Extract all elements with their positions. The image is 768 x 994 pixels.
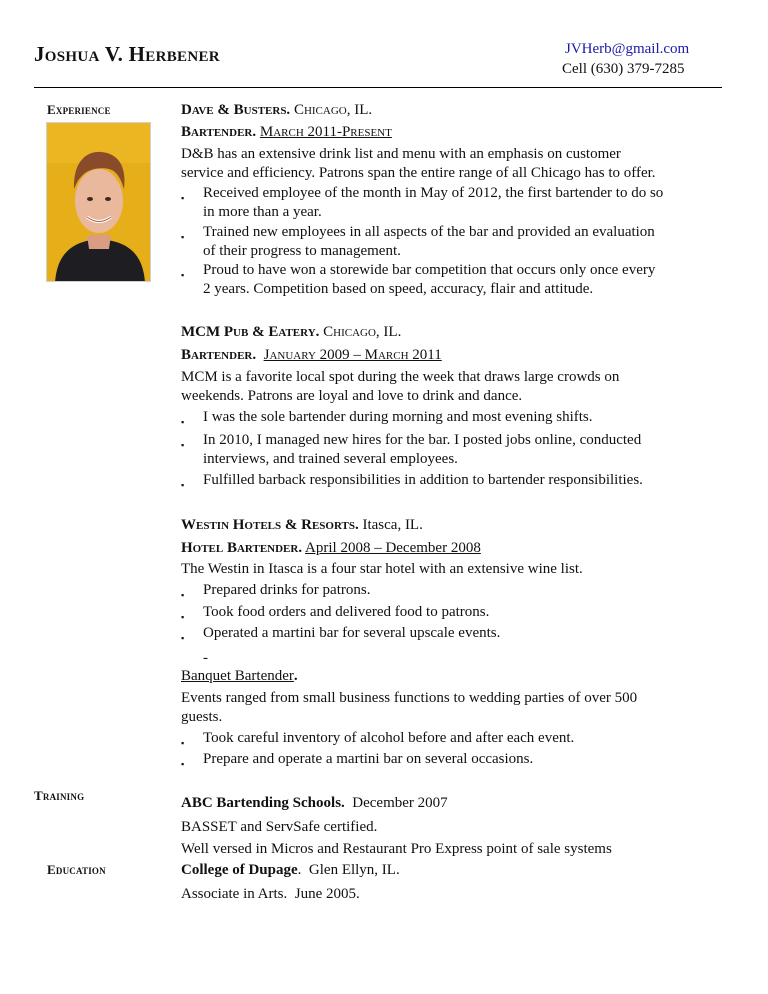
education-degree: Associate in Arts. June 2005. (181, 886, 360, 902)
bullet-text: Received employee of the month in May of 2012, the first bartender to do so (203, 185, 664, 201)
profile-photo (46, 122, 151, 282)
training-line-2: Well versed in Micros and Restaurant Pro Express point of sale systems (181, 841, 612, 857)
bullet-icon: ▪ (181, 270, 185, 280)
bullet-icon: ▪ (181, 738, 185, 748)
bullet-icon: ▪ (181, 480, 185, 490)
job-3-bullet-2 (181, 603, 721, 623)
job-3-employer: Westin Hotels & Resorts. (181, 517, 359, 533)
job-1-employer-line (181, 101, 372, 120)
job-3-sub-role-period: . (293, 668, 298, 684)
education-school: College of Dupage (181, 862, 298, 878)
bullet-text: Took food orders and delivered food to patrons. (203, 604, 490, 620)
education-school-line (181, 861, 400, 880)
bullet-icon: ▪ (181, 612, 185, 622)
training-school: ABC Bartending Schools. (181, 795, 345, 811)
section-label-experience: Experience (47, 102, 111, 117)
job-3-role: Hotel Bartender. (181, 540, 303, 556)
job-1-role: Bartender. (181, 124, 257, 140)
bullet-text: of their progress to management. (203, 243, 401, 259)
job-3-employer-line (181, 516, 423, 535)
bullet-text: I was the sole bartender during morning and most evening shifts. (203, 409, 593, 425)
job-3-dash: - (203, 650, 208, 666)
applicant-name: Joshua V. Herbener (34, 42, 220, 66)
bullet-text: Proud to have won a storewide bar competition that occurs only once every (203, 262, 656, 278)
section-label-training: Training (34, 788, 85, 803)
bullet-text: Prepared drinks for patrons. (203, 582, 371, 598)
job-1-bullet-2 (181, 223, 721, 263)
portrait-illustration (47, 123, 151, 282)
job-1-dates: March 2011-Present (259, 124, 392, 140)
job-3-sub-desc-2: guests. (181, 709, 223, 725)
bullet-text: Trained new employees in all aspects of the bar and provided an evaluation (203, 224, 655, 240)
job-3-sub-role: Banquet Bartender (181, 668, 294, 684)
job-2-bullet-3 (181, 471, 721, 491)
job-3-sub-bullet-2 (181, 750, 721, 770)
job-2-location: Chicago, IL. (319, 324, 402, 340)
job-3-sub-desc-1: Events ranged from small business functions to wedding parties of over 500 (181, 690, 638, 706)
job-1-employer: Dave & Busters. (181, 102, 291, 118)
job-2-employer: MCM Pub & Eatery. (181, 324, 320, 340)
phone-number: Cell (630) 379-7285 (562, 61, 685, 77)
bullet-text: In 2010, I managed new hires for the bar. I posted jobs online, conducted (203, 432, 642, 448)
bullet-text: in more than a year. (203, 204, 322, 220)
job-1-role-line (181, 123, 392, 142)
job-2-bullet-1 (181, 408, 721, 428)
bullet-text: Took careful inventory of alcohol before and after each event. (203, 730, 575, 746)
job-3-sub-role-line (181, 667, 298, 686)
education-location: . Glen Ellyn, IL. (297, 862, 400, 878)
job-1-bullet-1 (181, 184, 721, 224)
job-3-desc-1: The Westin in Itasca is a four star hotel with an extensive wine list. (181, 561, 583, 577)
email-address[interactable]: JVHerb@gmail.com (565, 41, 690, 57)
bullet-icon: ▪ (181, 590, 185, 600)
bullet-text: Fulfilled barback responsibilities in addition to bartender responsibilities. (203, 472, 643, 488)
job-2-role: Bartender. (181, 347, 257, 363)
bullet-icon: ▪ (181, 440, 185, 450)
job-3-bullet-3 (181, 624, 721, 644)
job-2-role-line (181, 346, 442, 365)
training-line-1: BASSET and ServSafe certified. (181, 819, 378, 835)
job-1-desc-1: D&B has an extensive drink list and menu with an emphasis on customer (181, 146, 621, 162)
job-2-desc-2: weekends. Patrons are loyal and love to drink and dance. (181, 388, 523, 404)
training-school-line (181, 794, 448, 813)
job-2-employer-line (181, 323, 401, 342)
bullet-icon: ▪ (181, 417, 185, 427)
job-3-sub-bullet-1 (181, 729, 721, 749)
job-2-desc-1: MCM is a favorite local spot during the week that draws large crowds on (181, 369, 620, 385)
job-3-role-line (181, 539, 481, 558)
bullet-icon: ▪ (181, 232, 185, 242)
bullet-icon: ▪ (181, 759, 185, 769)
bullet-text: 2 years. Competition based on speed, accuracy, flair and attitude. (203, 281, 594, 297)
job-1-location: Chicago, IL. (290, 102, 373, 118)
bullet-text: interviews, and trained several employees. (203, 451, 458, 467)
training-date: December 2007 (344, 795, 448, 811)
bullet-icon: ▪ (181, 193, 185, 203)
job-3-dates: April 2008 – December 2008 (305, 540, 481, 556)
job-1-bullet-3 (181, 261, 721, 301)
job-3-location: Itasca, IL. (358, 517, 423, 533)
job-2-bullet-2 (181, 431, 721, 471)
job-2-dates: January 2009 – March 2011 (263, 347, 442, 363)
bullet-icon: ▪ (181, 633, 185, 643)
job-1-desc-2: service and efficiency. Patrons span the entire range of all Chicago has to offer. (181, 165, 656, 181)
section-label-education: Education (47, 862, 106, 877)
bullet-text: Operated a martini bar for several upscale events. (203, 625, 501, 641)
bullet-text: Prepare and operate a martini bar on several occasions. (203, 751, 534, 767)
header-divider (34, 87, 722, 88)
job-3-bullet-1 (181, 581, 721, 601)
